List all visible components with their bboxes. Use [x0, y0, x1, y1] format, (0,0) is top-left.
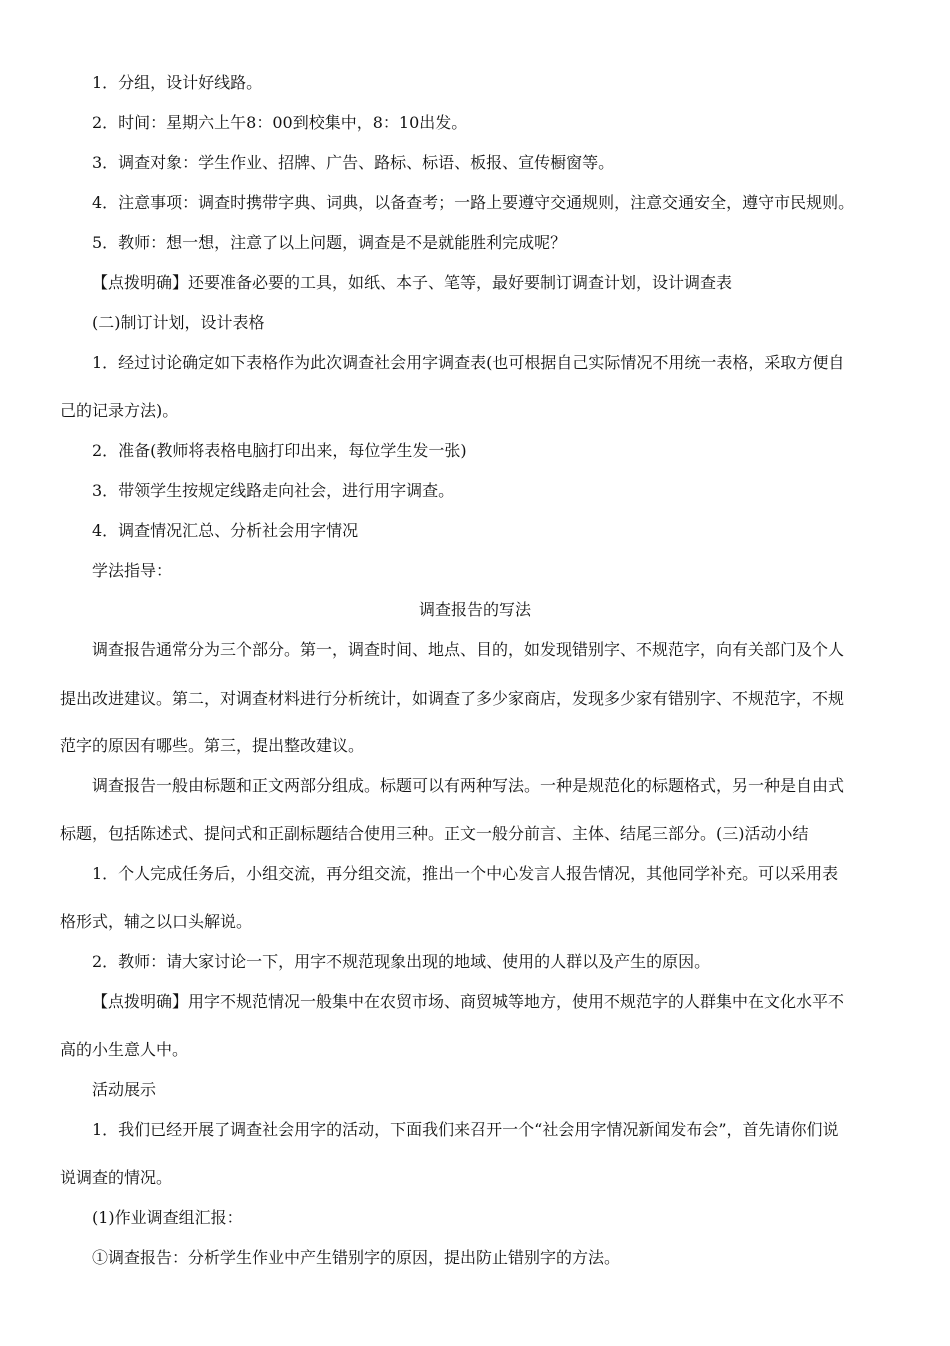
text-line: 1．经过讨论确定如下表格作为此次调查社会用字调查表(也可根据自己实际情况不用统一表格，采取方便自	[92, 353, 845, 372]
section-heading: (二)制订计划，设计表格	[92, 313, 265, 332]
text-line: 1．我们已经开展了调查社会用字的活动，下面我们来召开一个“社会用字情况新闻发布会”，首先请你们说	[92, 1120, 839, 1139]
text-line: 己的记录方法)。	[60, 401, 179, 420]
text-line: 高的小生意人中。	[60, 1040, 189, 1059]
text-line: 格形式，辅之以口头解说。	[60, 912, 253, 931]
text-line: 提出改进建议。第二，对调查材料进行分析统计，如调查了多少家商店，发现多少家有错别字、不规范字，不规	[60, 689, 845, 708]
text-line: (1)作业调查组汇报：	[92, 1208, 243, 1227]
text-line: 4．调查情况汇总、分析社会用字情况	[92, 521, 359, 540]
text-line: 学法指导：	[92, 561, 173, 580]
text-line: 1．个人完成任务后，小组交流，再分组交流，推出一个中心发言人报告情况，其他同学补充。可以采用表	[92, 864, 839, 883]
text-line: ①调查报告：分析学生作业中产生错别字的原因，提出防止错别字的方法。	[92, 1248, 621, 1267]
text-line: 调查报告一般由标题和正文两部分组成。标题可以有两种写法。一种是规范化的标题格式，另一种是自由式	[92, 776, 845, 795]
text-line: 4．注意事项：调查时携带字典、词典，以备查考；一路上要遵守交通规则，注意交通安全，遵守市民规则。	[92, 193, 855, 212]
text-line: 2．准备(教师将表格电脑打印出来，每位学生发一张)	[92, 441, 467, 460]
text-line: 3．调查对象：学生作业、招牌、广告、路标、标语、板报、宣传橱窗等。	[92, 153, 615, 172]
text-line: 1．分组，设计好线路。	[92, 73, 263, 92]
text-line: 2．时间：星期六上午8：00到校集中，8：10出发。	[92, 113, 468, 132]
text-line: 3．带领学生按规定线路走向社会，进行用字调查。	[92, 481, 455, 500]
subsection-title: 调查报告的写法	[418, 600, 531, 619]
text-line: 说调查的情况。	[60, 1168, 173, 1187]
text-line: 2．教师：请大家讨论一下，用字不规范现象出现的地域、使用的人群以及产生的原因。	[92, 952, 711, 971]
text-line: 标题，包括陈述式、提问式和正副标题结合使用三种。正文一般分前言、主体、结尾三部分。(三)活动小结	[60, 824, 809, 843]
text-line: 活动展示	[92, 1080, 157, 1099]
text-line: 【点拨明确】还要准备必要的工具，如纸、本子、笔等，最好要制订调查计划，设计调查表	[92, 273, 733, 292]
text-line: 调查报告通常分为三个部分。第一，调查时间、地点、目的，如发现错别字、不规范字，向有关部门及个人	[92, 640, 845, 659]
text-line: 【点拨明确】用字不规范情况一般集中在农贸市场、商贸城等地方，使用不规范字的人群集中在文化水平不	[92, 992, 845, 1011]
text-line: 5．教师：想一想，注意了以上问题，调查是不是就能胜利完成呢？	[92, 233, 567, 252]
text-line: 范字的原因有哪些。第三，提出整改建议。	[60, 736, 365, 755]
